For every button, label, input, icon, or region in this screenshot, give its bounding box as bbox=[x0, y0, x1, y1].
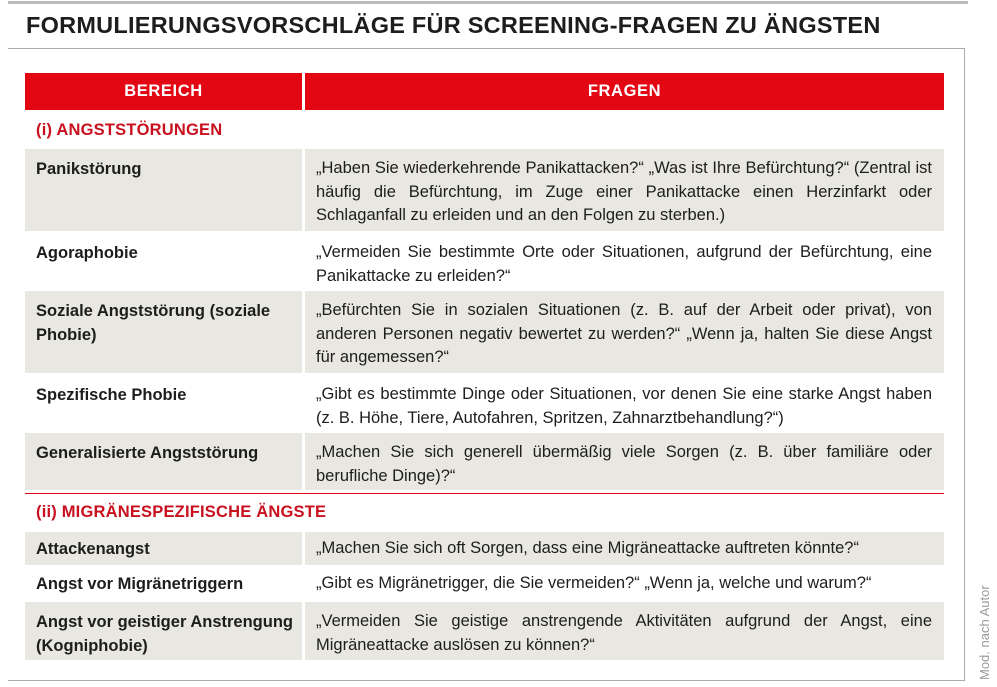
row-question: „Gibt es bestimmte Dinge oder Situationen, vor denen Sie eine starke Angst haben (z. B. Höhe, Tiere, Autofahren, Spritzen, Zahnarztbehandlung?“) bbox=[316, 385, 932, 427]
row-area: Angst vor Migränetriggern bbox=[36, 575, 244, 593]
table-row bbox=[25, 532, 944, 565]
section-heading-anxiety-disorders: (i) ANGSTSTÖRUNGEN bbox=[36, 121, 223, 139]
table-row bbox=[25, 567, 944, 600]
table-row bbox=[25, 149, 944, 231]
row-question: „Machen Sie sich oft Sorgen, dass eine Migräneattacke auftreten könnte?“ bbox=[305, 532, 944, 565]
row-area: Agoraphobie bbox=[36, 244, 138, 262]
row-question: „Machen Sie sich generell übermäßig viele Sorgen (z. B. über familiäre oder berufliche Dinge)?“ bbox=[305, 433, 944, 490]
row-question: „Befürchten Sie in sozialen Situationen (z. B. auf der Arbeit oder privat), von anderen Personen negativ bewertet zu werden?“ „Wenn ja, halten Sie diese Angst für angemessen?“ bbox=[305, 291, 944, 373]
table-row bbox=[25, 602, 944, 660]
row-area: Soziale Angststörung (soziale Phobie) bbox=[25, 291, 302, 373]
section-divider bbox=[25, 493, 944, 494]
column-header-area: BEREICH bbox=[25, 73, 302, 110]
row-area: Angst vor geistiger Anstrengung (Kogniphobie) bbox=[25, 602, 302, 660]
row-area: Generalisierte Angststörung bbox=[25, 433, 302, 490]
table-row bbox=[25, 233, 944, 289]
row-question: „Vermeiden Sie bestimmte Orte oder Situationen, aufgrund der Befürchtung, eine Panikattacke zu erleiden?“ bbox=[316, 243, 932, 285]
top-rule bbox=[8, 1, 968, 4]
row-area: Spezifische Phobie bbox=[36, 386, 187, 404]
page-title: FORMULIERUNGSVORSCHLÄGE FÜR SCREENING-FRAGEN ZU ÄNGSTEN bbox=[26, 12, 881, 38]
section-heading-migraine-anxieties: (ii) MIGRÄNESPEZIFISCHE ÄNGSTE bbox=[36, 503, 327, 521]
row-question: „Haben Sie wiederkehrende Panikattacken?“ „Was ist Ihre Befürchtung?“ (Zentral ist häufig die Befürchtung, im Zuge einer Panikattacke einen Herzinfarkt oder Schlaganfall zu erleiden und an den Folgen zu sterben.) bbox=[305, 149, 944, 231]
table-row bbox=[25, 375, 944, 431]
row-question: „Vermeiden Sie geistige anstrengende Aktivitäten aufgrund der Angst, eine Migräneattacke auslösen zu können?“ bbox=[305, 602, 944, 660]
row-area: Attackenangst bbox=[25, 532, 302, 565]
table-row bbox=[25, 291, 944, 373]
source-credit: Mod. nach Autor bbox=[977, 585, 992, 680]
row-question: „Gibt es Migränetrigger, die Sie vermeiden?“ „Wenn ja, welche und warum?“ bbox=[316, 574, 872, 592]
row-area: Panikstörung bbox=[25, 149, 302, 231]
table-row bbox=[25, 433, 944, 490]
column-header-questions: FRAGEN bbox=[305, 73, 944, 110]
